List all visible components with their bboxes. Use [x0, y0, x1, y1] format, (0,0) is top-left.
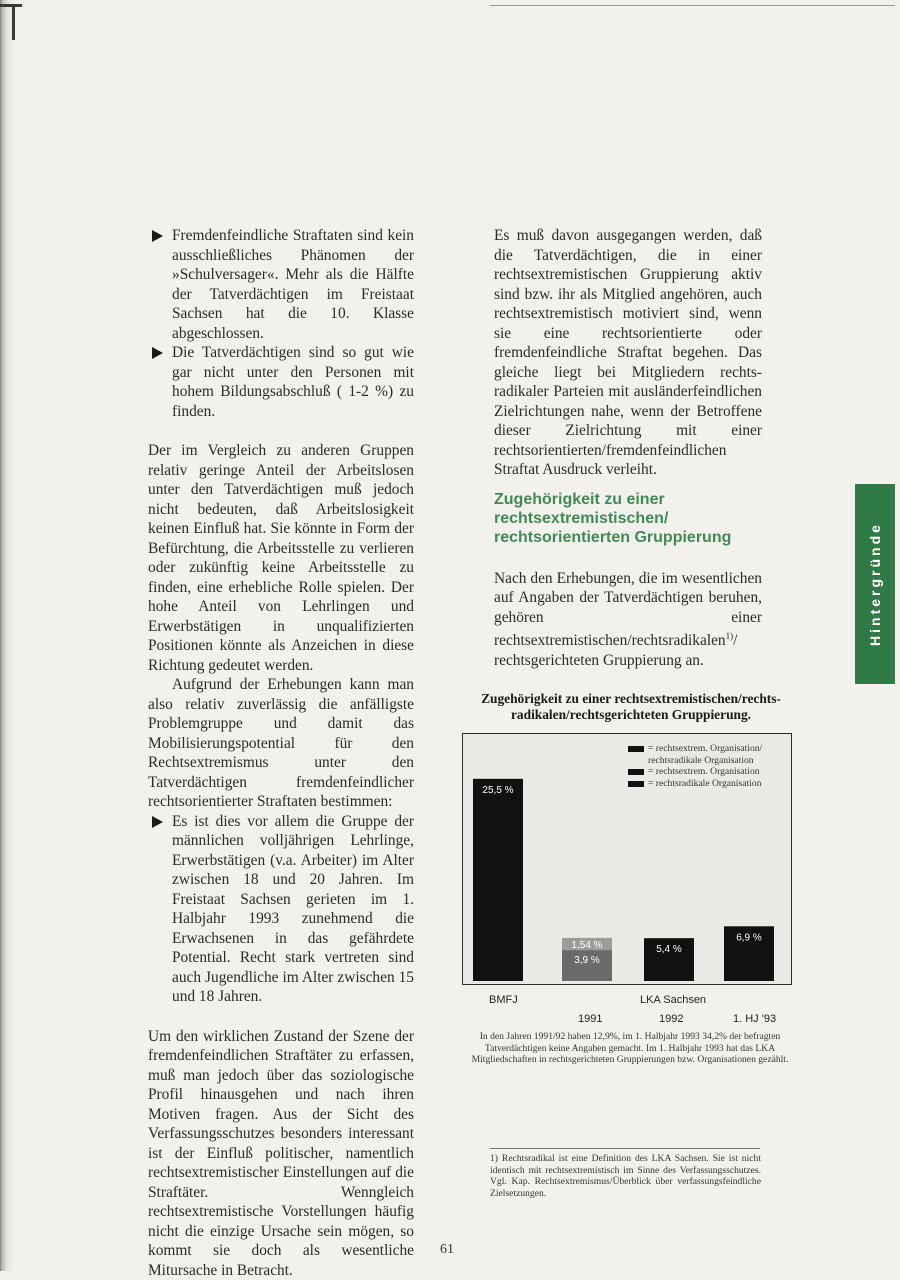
left-column: [148, 226, 414, 1280]
chart-title-line: radikalen/rechtsgerichteten Gruppierung.: [462, 707, 800, 723]
footnote-rule: [490, 1148, 760, 1149]
body-paragraph: Es muß davon ausgegangen werden, daß die Tatverdächtigen, die in einer rechtsextremistischen Gruppierung aktiv sind bzw. ihr als Mitglied angehören, auch rechtsextremistisch motiviert sind, wenn sie eine rechtsorientierte oder fremdenfeindliche Straftat begehen. Das gleiche liegt bei Mitgliedern rechts-radikaler Parteien mit ausländerfeindlichen Zielrichtungen nahe, wenn der Betroffene dieser Zielrichtung mit einer rechtsorientierten/fremdenfeindlichen Straftat Ausdruck verleiht.: [494, 226, 762, 480]
bar-value-label: 25,5 %: [482, 785, 513, 796]
paragraph-text-end: / rechtsgerichteten Gruppierung an.: [494, 632, 737, 669]
crop-mark-vertical: [12, 4, 15, 40]
page-number: 61: [440, 1242, 454, 1258]
bar-value-label: 5,4 %: [656, 944, 682, 955]
footnote-ref: 1): [726, 631, 734, 641]
bar-0-segment-0: [473, 779, 523, 981]
heading-line: Zugehörigkeit zu einer: [494, 490, 762, 509]
bullet-text: Die Tatverdächtigen sind so gut wie gar nicht unter den Personen mit hohem Bildungsabschluß ( 1-2 %) zu finden.: [172, 344, 414, 420]
heading-line: rechtsorientierten Gruppierung: [494, 528, 762, 547]
source-label-bmfj: BMFJ: [489, 994, 518, 1006]
legend-label: = rechtsradikale Organisation: [648, 778, 761, 790]
legend-label-continued: rechtsradikale Organisation: [628, 755, 762, 767]
x-tick-label: 1992: [659, 1013, 683, 1025]
legend-item: [628, 743, 762, 755]
footnote: 1) Rechtsradikal ist eine Definition des LKA Sachsen. Sie ist nicht identisch mit rechtsextremistisch im Sinne des Verfassungsschutzes. Vgl. Kap. Rechtsextremismus/Überblick über verfassungsfeindliche Zielsetzungen.: [490, 1153, 761, 1199]
header-rule: [490, 5, 895, 6]
x-tick-label: 1. HJ '93: [733, 1013, 776, 1025]
bullet-triangle-icon: [152, 816, 163, 828]
bullet-triangle-icon: [152, 347, 163, 359]
legend-label: = rechtsextrem. Organisation: [648, 766, 760, 778]
chart-legend: [628, 743, 762, 789]
legend-label: = rechtsextrem. Organisation/: [648, 743, 762, 755]
x-tick-label: 1991: [578, 1013, 602, 1025]
legend-item: [628, 766, 762, 778]
bar-value-label: 6,9 %: [736, 932, 762, 943]
right-column: [494, 226, 762, 670]
chart-title-line: Zugehörigkeit zu einer rechtsextremistischen/rechts-: [462, 691, 800, 707]
side-tab-label: Hintergründe: [867, 522, 883, 646]
body-paragraph: [494, 569, 762, 671]
body-paragraph: Der im Vergleich zu anderen Gruppen relativ geringe Anteil der Arbeitslosen unter den Tatverdächtigen muß jedoch nicht bedeuten, daß Arbeitslosigkeit keinen Einfluß hat. Sie könnte in Form der Befürchtung, die Arbeitsstelle zu verlieren oder zukünftig keine Arbeitsstelle zu finden, eine erhebliche Rolle spielen. Der hohe Anteil von Lehrlingen und Erwerbstätigen in unqualifizierten Positionen könnte als Anzeichen in diese Richtung gedeutet werden.: [148, 441, 414, 675]
legend-swatch: [628, 781, 644, 787]
bullet-item: [148, 343, 414, 421]
source-label-lka: LKA Sachsen: [640, 994, 706, 1006]
page-binding-edge: [0, 0, 14, 1271]
paragraph-text: Nach den Erhebungen, die im wesentlichen auf Angaben der Tatverdächtigen beruhen, gehören einer rechtsextremistischen/rechtsradikalen: [494, 570, 762, 650]
heading-line: rechtsextremistischen/: [494, 509, 762, 528]
body-paragraph: Aufgrund der Erhebungen kann man also relativ zuverlässig die anfälligste Problemgruppe und damit das Mobilisierungspotential für den Rechtsextremismus unter den Tatverdächtigen fremdenfeindlicher rechtsorientierter Straftaten bestimmen:: [148, 675, 414, 812]
bullet-triangle-icon: [152, 230, 163, 242]
body-paragraph: Um den wirklichen Zustand der Szene der fremdenfeindlichen Straftäter zu erfassen, muß man jedoch über das soziologische Profil hinausgehen und nach ihren Motiven fragen. Aus der Sicht des Verfassungsschutzes besonders interessant ist der Einfluß politischer, namentlich rechtsextremistischer Einstellungen auf die Straftäter. Wenngleich rechtsextremistische Vorstellungen häufig nicht die einzige Ursache sein mögen, so kommt sie doch als wesentliche Mitursache in Betracht.: [148, 1027, 414, 1280]
bullet-text: Es ist dies vor allem die Gruppe der männlichen volljährigen Lehrlinge, Erwerbstätigen (v.a. Arbeiter) im Alter zwischen 18 und 20 Jahren. Im Freistaat Sachsen gerieten im 1. Halbjahr 1993 zunehmend die Erwachsenen in das gefährdete Potential. Recht stark vertreten sind auch Jugendliche im Alter zwischen 15 und 18 Jahren.: [172, 813, 414, 1006]
section-side-tab: [855, 484, 895, 684]
bullet-item: [148, 226, 414, 343]
chart-title: [462, 691, 800, 723]
legend-item: [628, 778, 762, 790]
bar-value-label: 3,9 %: [574, 955, 600, 966]
bar-value-label: 1,54 %: [571, 940, 602, 951]
bullet-text: Fremdenfeindliche Straftaten sind kein ausschließliches Phänomen der »Schulversager«. Mehr als die Hälfte der Tatverdächtigen im Freistaat Sachsen hat die 10. Klasse abgeschlossen.: [172, 227, 414, 342]
crop-mark: [0, 4, 22, 7]
chart-note: In den Jahren 1991/92 haben 12,9%, im 1. Halbjahr 1993 34,2% der befragten Tatverdächtigen keine Angaben gemacht. Im 1. Halbjahr 1993 hat das LKA Mitgliedschaften in rechtsgerichteten Gruppierungen bzw. Organisationen gezählt.: [454, 1031, 806, 1066]
legend-swatch: [628, 746, 644, 752]
bullet-item: [148, 812, 414, 1007]
legend-swatch: [628, 769, 644, 775]
section-heading: [494, 490, 762, 547]
